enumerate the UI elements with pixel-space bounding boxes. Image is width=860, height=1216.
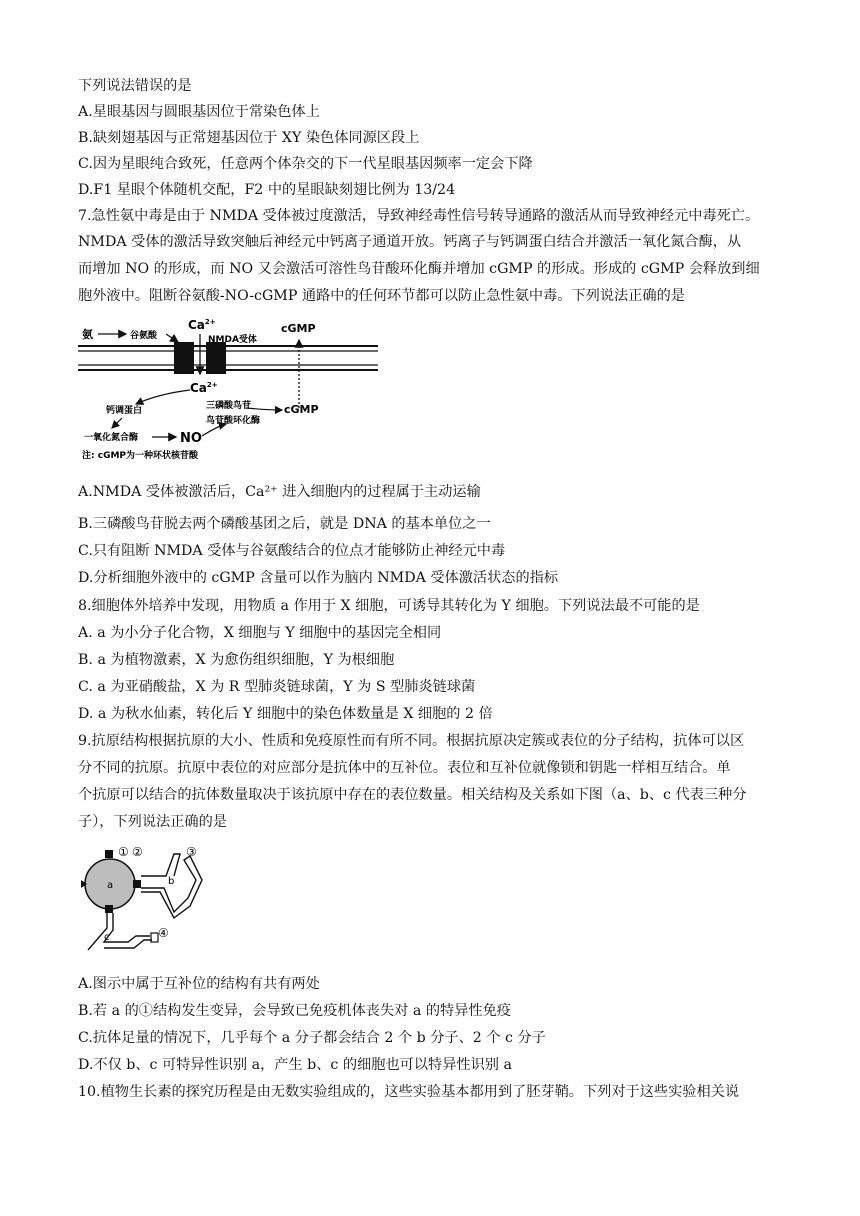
q7-text-line-2: NMDA 受体的激活导致突触后神经元中钙离子通道开放。钙离子与钙调蛋白结合并激活一氧化氮合酶，从 (78, 234, 742, 250)
gtp-label: 三磷酸鸟苷 (206, 401, 252, 411)
q9-option-a: A.图示中属于互补位的结构有共有两处 (78, 976, 320, 992)
nmda-receptor-right (206, 342, 226, 374)
antibody-c (88, 913, 152, 950)
guanylate-cyclase-label: 鸟苷酸环化酶 (206, 416, 261, 426)
q9-text-line-4: 子），下列说法正确的是 (78, 814, 227, 830)
cgmp-mid-label: cGMP (284, 403, 319, 416)
nmda-pathway-figure (78, 312, 378, 462)
nos-label: 一氧化氮合酶 (84, 433, 139, 443)
q9-text-line-3: 个抗原可以结合的抗体数量取决于该抗原中存在的表位数量。相关结构及关系如下图（a、b、c 代表三种分 (78, 787, 747, 803)
q9-option-b: B.若 a 的①结构发生变异，会导致已免疫机体丧失对 a 的特异性免疫 (78, 1003, 511, 1019)
nmda-receptor-label: NMDA受体 (208, 335, 257, 345)
q7-text-line-4: 胞外液中。阻断谷氨酸-NO-cGMP 通路中的任何环节都可以防止急性氨中毒。下列说法正确的是 (78, 288, 685, 304)
ca-top-label: $Ca^{2+}$ (188, 318, 216, 332)
q10-stem: 10.植物生长素的探究历程是由无数实验组成的，这些实验基本都用到了胚芽鞘。下列对于这些实验相关说 (78, 1084, 740, 1100)
antigen-antibody-figure (78, 840, 218, 970)
q7-text-line-3: 而增加 NO 的形成，而 NO 又会激活可溶性鸟苷酸环化酶并增加 cGMP 的形成。形成的 cGMP 会释放到细 (78, 261, 760, 277)
q8-option-c: C. a 为亚硝酸盐，X 为 R 型肺炎链球菌，Y 为 S 型肺炎链球菌 (78, 679, 476, 695)
q8-option-b: B. a 为植物激素，X 为愈伤组织细胞，Y 为根细胞 (78, 652, 395, 668)
q7-option-c: C.只有阻断 NMDA 受体与谷氨酸结合的位点才能够防止神经元中毒 (78, 543, 506, 559)
no-label: NO (180, 431, 202, 446)
marker-4: ④ (158, 926, 169, 940)
q8-option-a: A. a 为小分子化合物，X 细胞与 Y 细胞中的基因完全相同 (78, 625, 442, 641)
marker-3: ③ (186, 845, 197, 859)
q8-stem: 8.细胞体外培养中发现，用物质 a 作用于 X 细胞，可诱导其转化为 Y 细胞。下列说法最不可能的是 (78, 598, 700, 614)
glutamate-label: 谷氨酸 (130, 331, 158, 341)
marker-1: ① (118, 845, 129, 859)
q7-option-d: D.分析细胞外液中的 cGMP 含量可以作为脑内 NMDA 受体激活状态的指标 (78, 570, 559, 586)
label-c: c (104, 932, 110, 943)
q7-option-a: A.NMDA 受体被激活后，Ca²⁺ 进入细胞内的过程属于主动运输 (78, 484, 481, 500)
q9-text-line-1: 9.抗原结构根据抗原的大小、性质和免疫原性而有所不同。根据抗原决定簇或表位的分子结构，抗体可以区 (78, 733, 745, 749)
q8-option-d: D. a 为秋水仙素，转化后 Y 细胞中的染色体数量是 X 细胞的 2 倍 (78, 706, 493, 722)
q7-text-line-1: 7.急性氨中毒是由于 NMDA 受体被过度激活，导致神经毒性信号转导通路的激活从而导致神经元中毒死亡。 (78, 208, 760, 224)
label-b: b (168, 876, 175, 887)
q7-option-b: B.三磷酸鸟苷脱去两个磷酸基团之后，就是 DNA 的基本单位之一 (78, 516, 491, 532)
q6-option-d: D.F1 星眼个体随机交配，F2 中的星眼缺刻翅比例为 13/24 (78, 182, 456, 198)
label-a: a (107, 880, 114, 891)
q9-option-c: C.抗体足量的情况下，几乎每个 a 分子都会结合 2 个 b 分子、2 个 c 分子 (78, 1030, 546, 1046)
q6-option-c: C.因为星眼纯合致死，任意两个体杂交的下一代星眼基因频率一定会下降 (78, 156, 533, 172)
q6-stem: 下列说法错误的是 (78, 78, 192, 94)
marker-2: ② (132, 845, 143, 859)
ca-mid-label: $Ca^{2+}$ (190, 381, 218, 395)
ammonia-label: 氨 (82, 328, 93, 341)
nmda-receptor-left (174, 342, 194, 374)
q6-option-a: A.星眼基因与圆眼基因位于常染色体上 (78, 104, 320, 120)
q6-option-b: B.缺刻翅基因与正常翅基因位于 XY 染色体同源区段上 (78, 130, 420, 146)
figure-note: 注: cGMP为一种环状核苷酸 (82, 451, 199, 461)
cgmp-top-label: cGMP (281, 322, 316, 335)
calmodulin-label: 钙调蛋白 (106, 406, 143, 416)
q9-text-line-2: 分不同的抗原。抗原中表位的对应部分是抗体中的互补位。表位和互补位就像锁和钥匙一样相互结合。单 (78, 760, 731, 776)
q9-option-d: D.不仅 b、c 可特异性识别 a，产生 b、c 的细胞也可以特异性识别 a (78, 1057, 512, 1073)
